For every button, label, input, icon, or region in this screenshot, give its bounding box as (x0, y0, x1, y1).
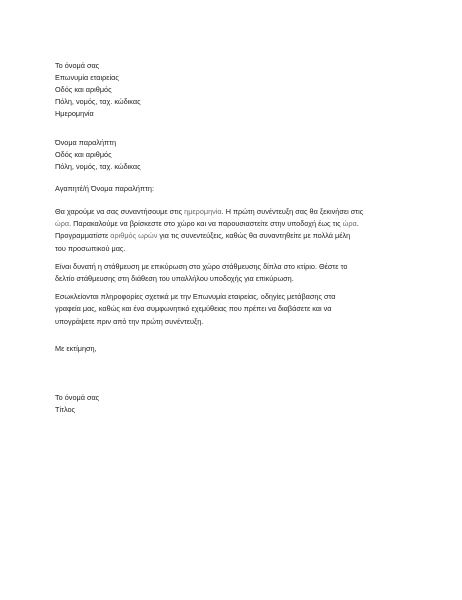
sender-street[interactable]: Οδός και αριθμός (55, 85, 112, 94)
time-placeholder[interactable]: ώρα (55, 219, 70, 229)
body-text-segment: . Η πρώτη συνέντευξη σας θα ξεκινήσει στις (221, 207, 364, 216)
letter-body (55, 206, 414, 334)
body-text-segment: . (356, 219, 359, 229)
body-paragraph-2[interactable] (55, 261, 414, 285)
closing[interactable]: Με εκτίμηση, (55, 344, 97, 353)
body-line (55, 206, 414, 218)
signature-block (55, 392, 414, 416)
time-placeholder[interactable]: ώρα (342, 219, 357, 229)
sender-address-block (55, 60, 414, 120)
recipient-street[interactable]: Οδός και αριθμός (55, 150, 112, 159)
salutation[interactable]: Αγαπητέ/ή Όνομα παραλήπτη: (55, 184, 154, 193)
recipient-city[interactable]: Πόλη, νομός, ταχ. κώδικας (55, 162, 141, 171)
hours-placeholder[interactable]: αριθμός ωρών (110, 231, 158, 241)
date-placeholder[interactable]: ημερομηνία (184, 207, 222, 216)
body-text-segment: για τις συνεντεύξεις, καθώς θα συναντηθείτε με πολλά μέλη (157, 231, 351, 241)
sender-company[interactable]: Επωνυμία εταιρείας (55, 73, 119, 82)
body-line: γραφεία μας, καθώς και ένα συμφωνητικό εχεμύθειας που πρέπει να διαβάσετε και να (55, 304, 332, 314)
body-text-segment: Προγραμματίστε (55, 231, 111, 241)
body-line (55, 218, 414, 230)
body-line: δελτίο στάθμευσης στη διάθεση του υπαλλήλου υποδοχής για επικύρωση. (55, 274, 294, 284)
sender-city[interactable]: Πόλη, νομός, ταχ. κώδικας (55, 97, 141, 106)
body-line: Είναι δυνατή η στάθμευση με επικύρωση στο χώρο στάθμευσης δίπλα στο κτίριο. Θέστε το (55, 261, 348, 271)
sender-name[interactable]: Το όνομά σας (55, 61, 100, 70)
signature-title[interactable]: Τίτλος (55, 405, 76, 414)
body-line (55, 230, 414, 242)
body-paragraph-3[interactable] (55, 291, 414, 328)
body-line: υπογράψετε πριν από την πρώτη συνέντευξη. (55, 316, 204, 326)
body-line: Εσωκλείονται πληροφορίες σχετικά με την Επωνυμία εταιρείας, οδηγίες μετάβασης στα (55, 292, 336, 302)
recipient-address-block (55, 137, 414, 173)
recipient-name[interactable]: Όνομα παραλήπτη (55, 138, 117, 147)
signature-name[interactable]: Το όνομά σας (55, 393, 100, 402)
body-paragraph-1[interactable] (55, 206, 414, 255)
body-line: του προσωπικού μας. (55, 243, 126, 253)
letter-date[interactable]: Ημερομηνία (55, 109, 94, 118)
body-text-segment: Θα χαρούμε να σας συναντήσουμε στις (55, 207, 185, 216)
body-text-segment: . Παρακαλούμε να βρίσκεστε στο χώρο και να παρουσιαστείτε στην υποδοχή έως τις (69, 219, 343, 229)
